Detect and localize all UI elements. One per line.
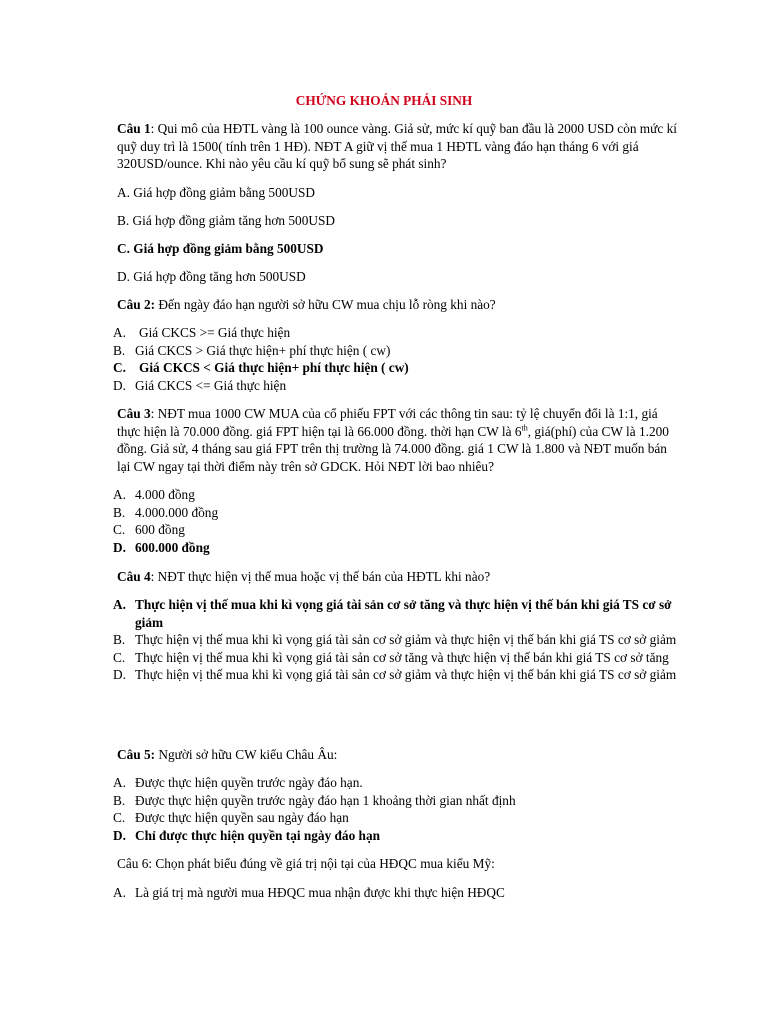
question-2-option-a: A. Giá CKCS >= Giá thực hiện	[113, 325, 291, 340]
question-4-option-a: A. Thực hiện vị thế mua khi kì vọng giá tài sản cơ sở tăng và thực hiện vị thế bán khi giá TS cơ sở giảm	[113, 597, 672, 630]
question-5-option-a: A. Được thực hiện quyền trước ngày đáo hạn.	[113, 775, 363, 790]
question-6-options	[113, 884, 683, 902]
question-3-option-d: D. 600.000 đồng	[113, 539, 210, 555]
question-2-option-b: B. Giá CKCS > Giá thực hiện+ phí thực hiện ( cw)	[113, 342, 391, 358]
question-2-options	[113, 324, 683, 394]
question-4-option-b: B. Thực hiện vị thế mua khi kì vọng giá tài sản cơ sở giảm và thực hiện vị thế bán khi giá TS cơ sở giảm	[113, 632, 677, 647]
question-2-text: Đến ngày đáo hạn người sở hữu CW mua chịu lỗ ròng khi nào?	[155, 297, 496, 312]
question-3: Câu 3: NĐT mua 1000 CW MUA của cổ phiếu FPT với các thông tin sau: tỷ lệ chuyển đổi là 1:1, giá thực hiện là 70.000 đồng. giá FPT hiện tại là 66.000 đồng. thời hạn CW là 6th, giá(phí) của CW là 1.200 đồng. Giả sử, 4 tháng sau giá FPT trên thị trường là 74.000 đồng. giá 1 CW là 1.800 và NĐT muốn bán lại CW ngay tại thời điểm này trên sở GDCK. Hỏi NĐT lời bao nhiêu?	[117, 406, 669, 474]
question-4-options	[113, 596, 683, 684]
question-4-label: Câu 4	[117, 569, 151, 584]
question-5: Câu 5: Người sở hữu CW kiểu Châu Âu:	[117, 747, 338, 762]
question-1-option-b: B. Giá hợp đồng giảm tăng hơn 500USD	[117, 213, 335, 228]
question-1	[117, 120, 677, 173]
question-3-options	[113, 486, 683, 556]
question-5-options	[113, 774, 683, 844]
question-1-option-c: C. Giá hợp đồng giảm bằng 500USD	[117, 241, 324, 256]
document-title: CHỨNG KHOÁN PHÁI SINH	[295, 93, 473, 108]
question-1-option-d: D. Giá hợp đồng tăng hơn 500USD	[117, 269, 306, 284]
question-2-option-c: C. Giá CKCS < Giá thực hiện+ phí thực hiện ( cw)	[113, 360, 409, 375]
question-1-label: Câu 1	[117, 121, 151, 136]
question-3-label: Câu 3	[117, 406, 151, 421]
question-4-option-d: D. Thực hiện vị thế mua khi kì vọng giá tài sản cơ sở giảm và thực hiện vị thế bán khi giá TS cơ sở giảm	[113, 667, 677, 682]
question-3-option-b: B. 4.000.000 đồng	[113, 504, 219, 520]
question-5-label: Câu 5:	[117, 747, 156, 762]
question-2-label: Câu 2:	[117, 297, 156, 312]
question-2	[117, 296, 677, 314]
question-5-option-b: B. Được thực hiện quyền trước ngày đáo hạn 1 khoảng thời gian nhất định	[113, 792, 516, 808]
question-6: Câu 6: Chọn phát biểu đúng về giá trị nội tại của HĐQC mua kiểu Mỹ:	[117, 856, 495, 871]
question-5-option-d: D. Chỉ được thực hiện quyền tại ngày đáo hạn	[113, 827, 380, 843]
question-2-option-d: D. Giá CKCS <= Giá thực hiện	[113, 377, 287, 393]
question-4-option-c: C. Thực hiện vị thế mua khi kì vọng giá tài sản cơ sở tăng và thực hiện vị thế bán khi giá TS cơ sở tăng	[113, 649, 669, 665]
question-5-option-c: C. Được thực hiện quyền sau ngày đáo hạn	[113, 810, 349, 825]
question-3-option-a: A. 4.000 đồng	[113, 487, 195, 502]
question-6-option-a: A. Là giá trị mà người mua HĐQC mua nhận được khi thực hiện HĐQC	[113, 885, 505, 900]
question-1-text: : Qui mô của HĐTL vàng là 100 ounce vàng. Giả sử, mức kí quỹ ban đầu là 2000 USD còn mức kí quỹ duy trì là 1500( tính trên 1 HĐ). NĐT A giữ vị thế mua 1 HĐTL vàng đáo hạn tháng 6 với giá 320USD/ounce. Khi nào yêu cầu kí quỹ bổ sung sẽ phát sinh?	[117, 121, 677, 171]
question-4: Câu 4: NĐT thực hiện vị thế mua hoặc vị thế bán của HĐTL khi nào?	[117, 569, 491, 584]
question-3-option-c: C. 600 đồng	[113, 522, 185, 537]
question-1-option-a: A. Giá hợp đồng giảm bằng 500USD	[117, 185, 315, 200]
